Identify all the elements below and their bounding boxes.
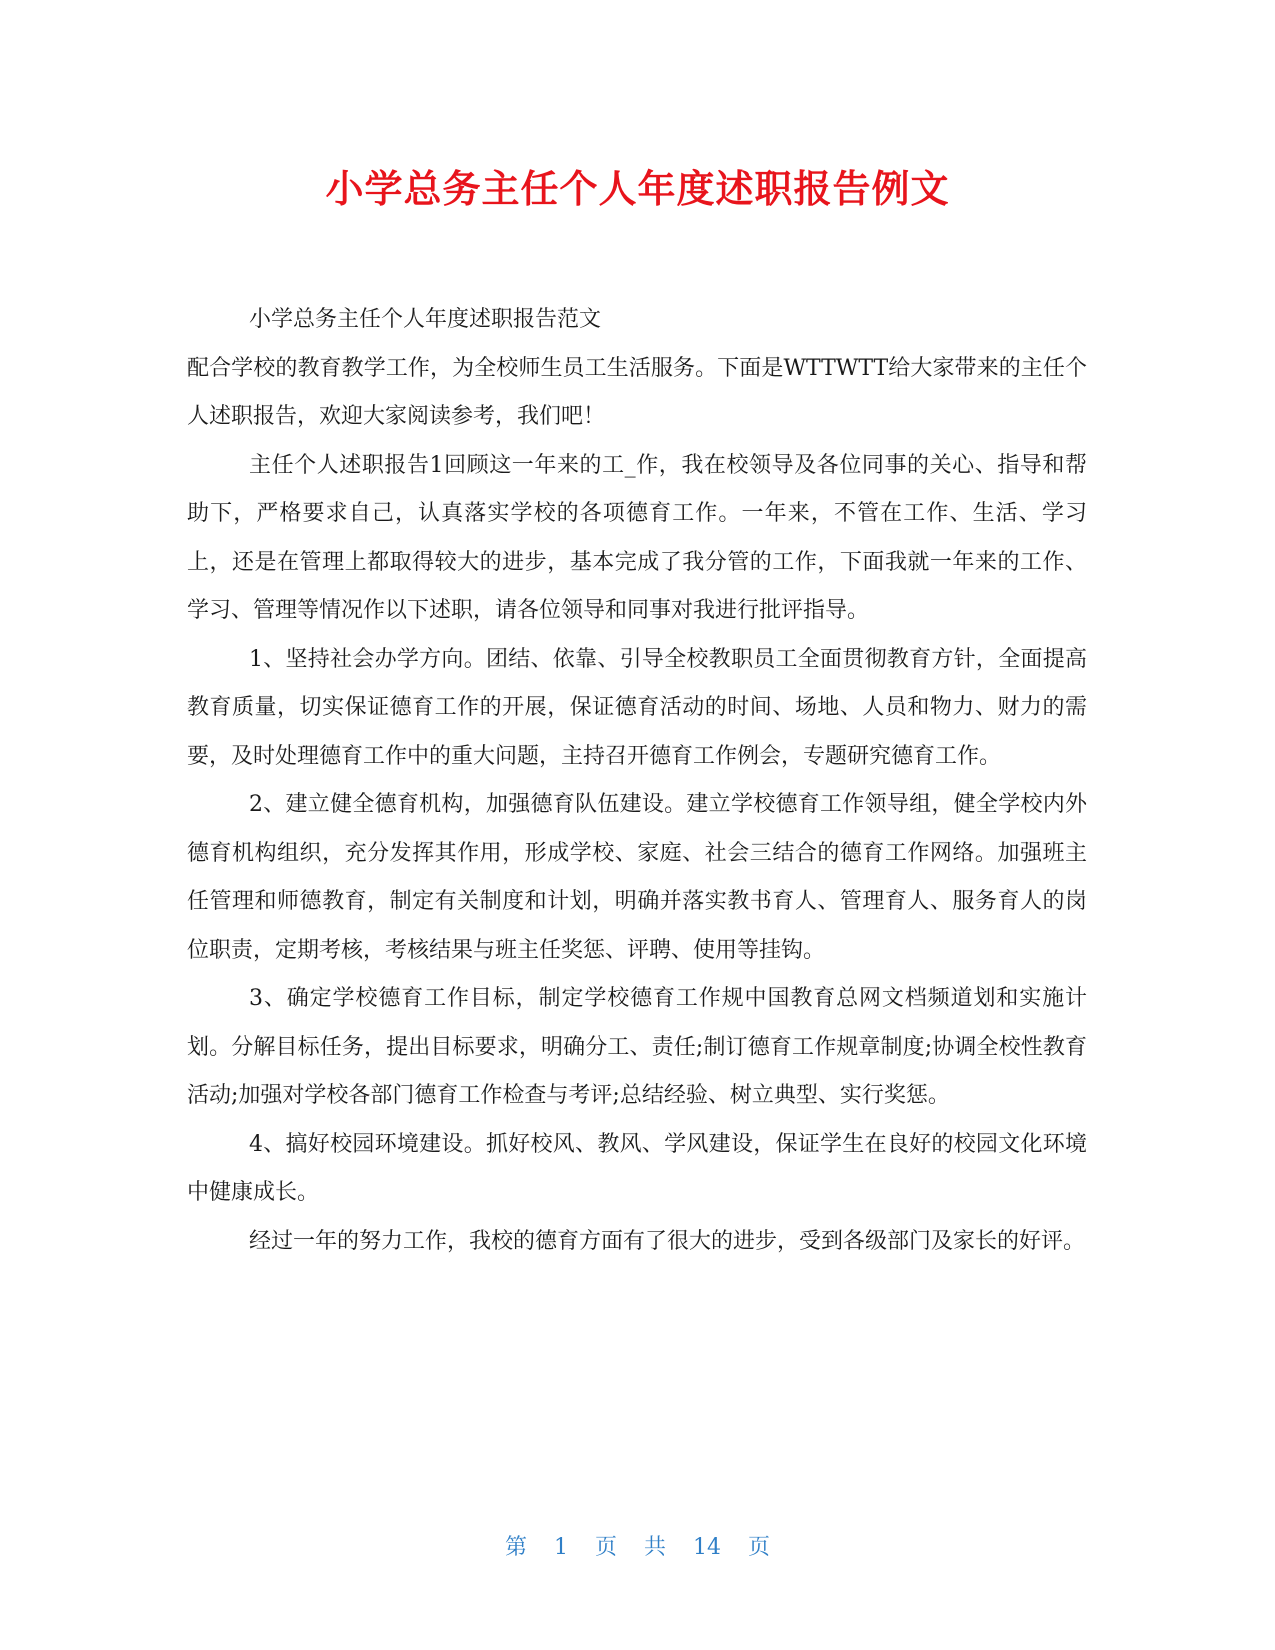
paragraph-item-1: 1、坚持社会办学方向。团结、依靠、引导全校教职员工全面贯彻教育方针，全面提高教育质量，切实保证德育工作的开展，保证德育活动的时间、场地、人员和物力、财力的需要，及时处理德育工作中的重大问题，主持召开德育工作例会，专题研究德育工作。 bbox=[187, 646, 1087, 769]
footer-label-ye-2: 页 bbox=[748, 1535, 771, 1560]
paragraph-intro: 配合学校的教育教学工作，为全校师生员工生活服务。下面是WTTWTT给大家带来的主任个人述职报告，欢迎大家阅读参考，我们吧！ bbox=[187, 355, 1087, 429]
footer-total-pages: 14 bbox=[693, 1535, 722, 1560]
document-title: 小学总务主任个人年度述职报告例文 bbox=[325, 167, 950, 211]
footer-label-di: 第 bbox=[504, 1535, 527, 1560]
page-footer bbox=[0, 1530, 1275, 1561]
document-body bbox=[187, 296, 1087, 1266]
paragraph-subtitle: 小学总务主任个人年度述职报告范文 bbox=[249, 307, 602, 332]
paragraph-item-2: 2、建立健全德育机构，加强德育队伍建设。建立学校德育工作领导组，健全学校内外德育机构组织，充分发挥其作用，形成学校、家庭、社会三结合的德育工作网络。加强班主任管理和师德教育，制定有关制度和计划，明确并落实教书育人、管理育人、服务育人的岗位职责，定期考核，考核结果与班主任奖惩、评聘、使用等挂钩。 bbox=[187, 792, 1087, 963]
paragraph-item-4: 4、搞好校园环境建设。抓好校风、教风、学风建设，保证学生在良好的校园文化环境中健康成长。 bbox=[187, 1131, 1087, 1205]
paragraph-conclusion: 经过一年的努力工作，我校的德育方面有了很大的进步，受到各级部门及家长的好评。 bbox=[249, 1228, 1086, 1254]
paragraph-item-3: 3、确定学校德育工作目标，制定学校德育工作规中国教育总网文档频道划和实施计划。分解目标任务，提出目标要求，明确分工、责任;制订德育工作规章制度;协调全校性教育活动;加强对学校各部门德育工作检查与考评;总结经验、树立典型、实行奖惩。 bbox=[187, 986, 1087, 1108]
footer-label-gong: 共 bbox=[644, 1535, 667, 1560]
footer-label-ye: 页 bbox=[594, 1535, 617, 1560]
paragraph-review: 主任个人述职报告1回顾这一年来的工_作，我在校领导及各位同事的关心、指导和帮助下，严格要求自己，认真落实学校的各项德育工作。一年来，不管在工作、生活、学习上，还是在管理上都取得较大的进步，基本完成了我分管的工作，下面我就一年来的工作、学习、管理等情况作以下述职，请各位领导和同事对我进行批评指导。 bbox=[187, 452, 1087, 623]
footer-current-page: 1 bbox=[553, 1535, 568, 1560]
